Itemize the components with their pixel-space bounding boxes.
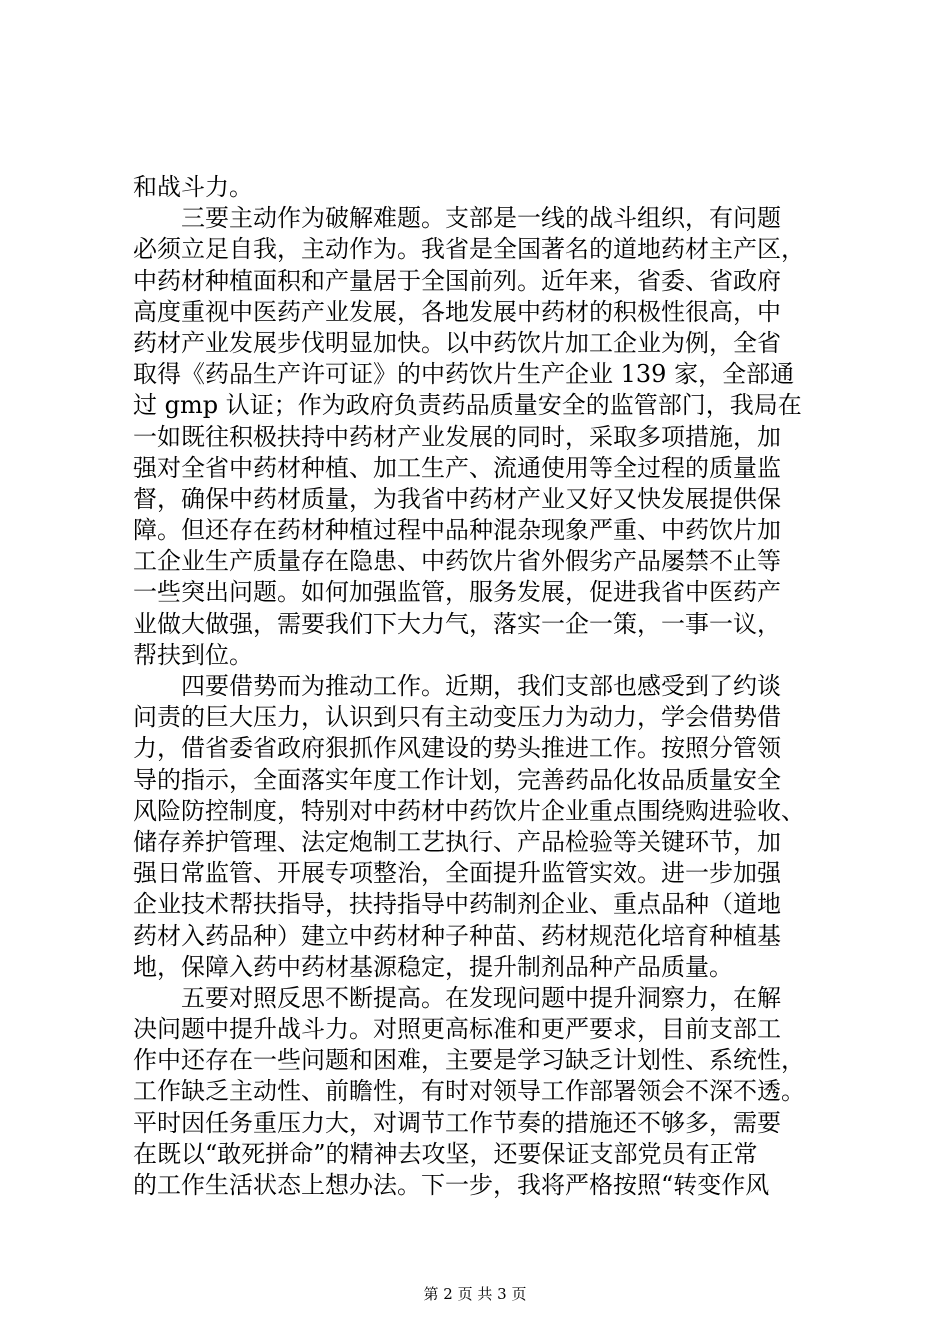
text-line: 四要借势而为推动工作。近期，我们支部也感受到了约谈 (133, 672, 781, 700)
body-text (133, 172, 833, 1201)
text-line: 强日常监管、开展专项整治，全面提升监管实效。进一步加强 (133, 859, 781, 888)
text-line: 一如既往积极扶持中药材产业发展的同时，采取多项措施，加 (133, 422, 781, 451)
text-line: 和战斗力。 (133, 173, 253, 201)
text-line: 的工作生活状态上想办法。下一步，我将严格按照“转变作风 (133, 1171, 770, 1199)
text-line: 一些突出问题。如何加强监管，服务发展，促进我省中医药产 (133, 578, 781, 607)
text-line: 督，确保中药材质量，为我省中药材产业又好又快发展提供保 (133, 484, 781, 513)
text-line: 三要主动作为破解难题。支部是一线的战斗组织，有问题 (133, 204, 781, 233)
text-line: 工作缺乏主动性、前瞻性，有时对领导工作部署领会不深不透。 (133, 1077, 805, 1106)
text-line: 风险防控制度，特别对中药材中药饮片企业重点围绕购进验收、 (133, 796, 805, 825)
text-line: 导的指示，全面落实年度工作计划，完善药品化妆品质量安全 (133, 765, 781, 794)
text-line: 过 gmp 认证；作为政府负责药品质量安全的监管部门，我局在 (133, 391, 802, 420)
text-line: 必须立足自我，主动作为。我省是全国著名的道地药材主产区， (133, 235, 805, 264)
text-line: 工企业生产质量存在隐患、中药饮片省外假劣产品屡禁不止等 (133, 547, 781, 576)
text-line: 中药材种植面积和产量居于全国前列。近年来，省委、省政府 (133, 266, 781, 295)
text-line: 药材入药品种）建立中药材种子种苗、药材规范化培育种植基 (133, 921, 781, 950)
text-line: 力，借省委省政府狠抓作风建设的势头推进工作。按照分管领 (133, 734, 781, 763)
text-line: 取得《药品生产许可证》的中药饮片生产企业 139 家，全部通 (133, 360, 795, 389)
text-line: 作中还存在一些问题和困难，主要是学习缺乏计划性、系统性， (133, 1046, 805, 1075)
text-line: 五要对照反思不断提高。在发现问题中提升洞察力，在解 (133, 983, 781, 1012)
text-line: 问责的巨大压力，认识到只有主动变压力为动力，学会借势借 (133, 703, 781, 732)
text-line: 业做大做强，需要我们下大力气，落实一企一策，一事一议， (133, 609, 781, 638)
text-line: 决问题中提升战斗力。对照更高标准和更严要求，目前支部工 (133, 1015, 781, 1044)
text-line: 企业技术帮扶指导，扶持指导中药制剂企业、重点品种（道地 (133, 890, 781, 919)
text-line: 帮扶到位。 (133, 640, 253, 669)
text-line: 障。但还存在药材种植过程中品种混杂现象严重、中药饮片加 (133, 516, 781, 545)
text-line: 地，保障入药中药材基源稳定，提升制剂品种产品质量。 (133, 952, 733, 981)
text-line: 高度重视中医药产业发展，各地发展中药材的积极性很高，中 (133, 297, 781, 326)
text-line: 药材产业发展步伐明显加快。以中药饮片加工企业为例，全省 (133, 328, 781, 357)
page-number-footer: 第 2 页 共 3 页 (423, 1285, 527, 1303)
text-line: 在既以“敢死拼命”的精神去攻坚，还要保证支部党员有正常 (133, 1139, 758, 1168)
text-line: 平时因任务重压力大，对调节工作节奏的措施还不够多，需要 (133, 1108, 781, 1137)
text-line: 强对全省中药材种植、加工生产、流通使用等全过程的质量监 (133, 453, 781, 482)
text-line: 储存养护管理、法定炮制工艺执行、产品检验等关键环节，加 (133, 827, 781, 856)
